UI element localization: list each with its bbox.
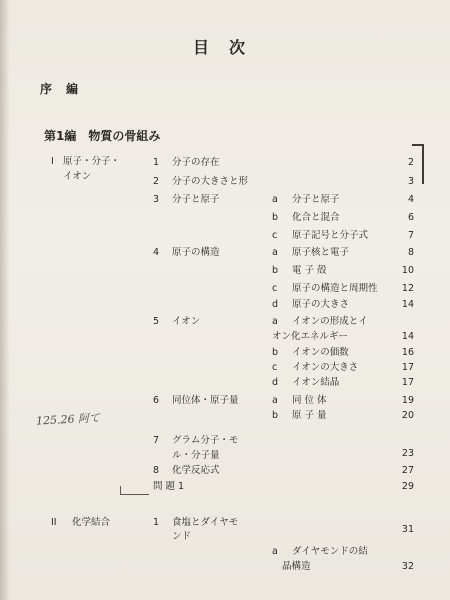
chapter-2-section-1-page: 31 bbox=[401, 524, 414, 535]
pencil-mark bbox=[120, 486, 149, 495]
section-4-title: 原子の構造 bbox=[172, 247, 220, 258]
section-3c-page: 7 bbox=[407, 230, 414, 241]
section-8-page: 27 bbox=[401, 465, 414, 476]
chapter-2-number: II bbox=[51, 517, 57, 528]
chapter-2-section-1a-page: 32 bbox=[401, 561, 414, 572]
section-6b-letter: b bbox=[272, 410, 279, 421]
pencil-bracket-line bbox=[422, 144, 424, 184]
chapter-1-number: I bbox=[51, 156, 54, 167]
section-4b-page: 10 bbox=[401, 265, 414, 276]
chapter-2-section-1-number: 1 bbox=[153, 517, 160, 528]
section-6b-title: 原 子 量 bbox=[292, 410, 327, 421]
section-3a-page: 4 bbox=[407, 194, 414, 205]
part-1-heading: 第1編 物質の骨組み bbox=[44, 129, 161, 143]
page-gutter-shadow bbox=[0, 0, 10, 600]
section-4d-letter: d bbox=[272, 299, 279, 310]
page-title: 目次 bbox=[193, 38, 266, 57]
section-1-title: 分子の存在 bbox=[172, 157, 220, 168]
section-5c-letter: c bbox=[272, 362, 278, 373]
preface-heading: 序編 bbox=[40, 82, 93, 96]
section-8-number: 8 bbox=[153, 465, 160, 476]
section-5b-letter: b bbox=[272, 347, 279, 358]
chapter-2-title: 化学結合 bbox=[72, 517, 111, 528]
chapter-2-section-1a-title-line2: 晶構造 bbox=[282, 561, 311, 572]
section-5a-page: 14 bbox=[401, 331, 414, 342]
section-1-number: 1 bbox=[153, 157, 160, 168]
section-4b-title: 電 子 殻 bbox=[292, 265, 327, 276]
section-7-title-line2: ル・分子量 bbox=[172, 450, 220, 461]
section-4-number: 4 bbox=[153, 247, 160, 258]
section-5a-title-line1: イオンの形成とイ bbox=[292, 316, 368, 327]
section-7-title-line1: グラム分子・モ bbox=[172, 435, 239, 446]
section-3c-letter: c bbox=[272, 230, 278, 241]
section-2-title: 分子の大きさと形 bbox=[172, 176, 249, 187]
section-6-number: 6 bbox=[153, 395, 160, 406]
section-3b-letter: b bbox=[272, 212, 279, 223]
section-3a-letter: a bbox=[272, 194, 278, 205]
section-4d-title: 原子の大きさ bbox=[292, 299, 350, 310]
section-3-title: 分子と原子 bbox=[172, 194, 220, 205]
section-5b-title: イオンの価数 bbox=[292, 347, 349, 358]
section-3-number: 3 bbox=[153, 194, 160, 205]
section-5-title: イオン bbox=[172, 316, 201, 327]
section-7-number: 7 bbox=[153, 435, 160, 446]
section-4b-letter: b bbox=[272, 265, 279, 276]
section-5a-letter: a bbox=[272, 316, 278, 327]
chapter-2-section-1-title-line2: ンド bbox=[172, 531, 192, 542]
chapter-1-title-line2: イオン bbox=[63, 171, 92, 182]
section-6a-letter: a bbox=[272, 395, 278, 406]
section-4a-title: 原子核と電子 bbox=[292, 247, 350, 258]
section-6a-page: 19 bbox=[401, 395, 414, 406]
section-4a-letter: a bbox=[272, 247, 278, 258]
section-7-page: 23 bbox=[401, 448, 414, 459]
handwritten-annotation: 125.26 阿て bbox=[35, 411, 101, 428]
section-4d-page: 14 bbox=[401, 299, 414, 310]
section-1-page: 2 bbox=[407, 157, 414, 168]
section-2-number: 2 bbox=[153, 176, 160, 187]
section-5c-title: イオンの大きさ bbox=[292, 362, 359, 373]
section-6b-page: 20 bbox=[401, 410, 414, 421]
section-4c-page: 12 bbox=[401, 283, 414, 294]
section-2-page: 3 bbox=[407, 176, 414, 187]
section-3b-page: 6 bbox=[407, 212, 414, 223]
section-5d-letter: d bbox=[272, 377, 279, 388]
section-4c-letter: c bbox=[272, 283, 278, 294]
chapter-2-section-1a-letter: a bbox=[272, 546, 278, 557]
problem-page: 29 bbox=[401, 481, 414, 492]
chapter-2-section-1a-title-line1: ダイヤモンドの結 bbox=[292, 546, 368, 557]
section-4c-title: 原子の構造と周期性 bbox=[292, 283, 378, 294]
chapter-2-section-1-title-line1: 食塩とダイヤモ bbox=[172, 517, 239, 528]
chapter-1-title-line1: 原子・分子・ bbox=[63, 156, 121, 167]
section-8-title: 化学反応式 bbox=[172, 465, 220, 476]
section-4a-page: 8 bbox=[407, 247, 414, 258]
section-6-title: 同位体・原子量 bbox=[172, 395, 239, 406]
section-5d-title: イオン結晶 bbox=[292, 377, 340, 388]
section-5a-title-line2: オン化エネルギー bbox=[272, 331, 349, 342]
section-3b-title: 化合と混合 bbox=[292, 212, 340, 223]
section-5b-page: 16 bbox=[401, 347, 414, 358]
section-5c-page: 17 bbox=[401, 362, 414, 373]
section-3a-title: 分子と原子 bbox=[292, 194, 340, 205]
section-3c-title: 原子記号と分子式 bbox=[292, 230, 369, 241]
problem-title: 問 題 1 bbox=[153, 481, 185, 492]
section-5-number: 5 bbox=[153, 316, 160, 327]
section-6a-title: 同 位 体 bbox=[292, 395, 327, 406]
section-5d-page: 17 bbox=[401, 377, 414, 388]
